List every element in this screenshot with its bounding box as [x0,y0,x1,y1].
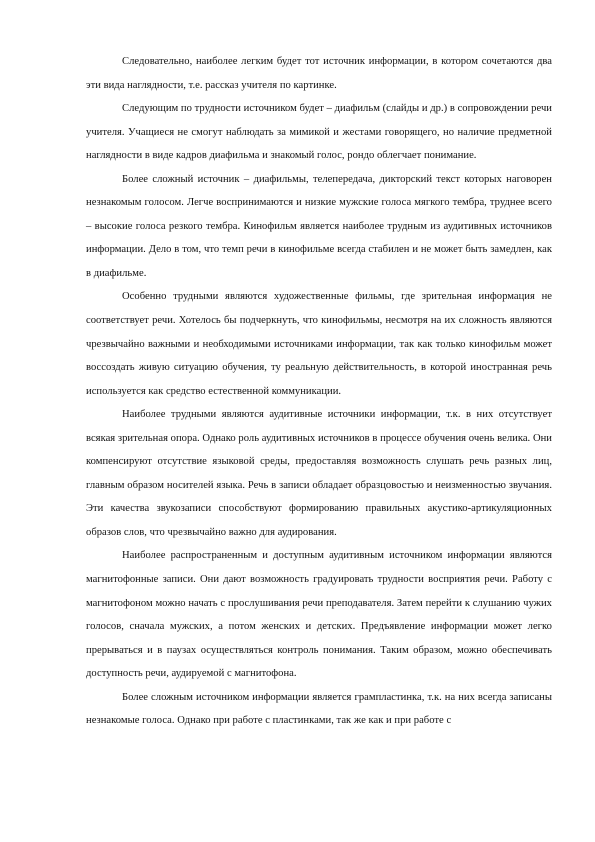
paragraph-7: Более сложным источником информации является грампластинка, т.к. на них всегда записаны незнакомые голоса. Однако при работе с пластинками, так же как и при работе с [86,691,552,727]
paragraph-5: Наиболее трудными являются аудитивные источники информации, т.к. в них отсутствует всякая зрительная опора. Однако роль аудитивных источников в процессе обучения очень велика. Они компенсируют отсутствие языковой среды, предоставляя возможность слушать речь разных лиц, главным образом носителей языка. Речь в записи обладает образцовостью и неизменностью звучания. Эти качества звукозаписи способствуют формированию правильных акустико-артикуляционных образов слов, что чрезвычайно важно для аудирования. [86,409,552,538]
paragraph-6: Наиболее распространенным и доступным аудитивным источником информации являются магнитофонные записи. Они дают возможность градуировать трудности восприятия речи. Работу с магнитофоном можно начать с прослушивания речи преподавателя. Затем перейти к слушанию чужих голосов, сначала мужских, а потом женских и детских. Предъявление информации может легко прерываться и в паузах осуществляться контроль понимания. Таким образом, можно обеспечивать доступность речи, аудируемой с магнитофона. [86,550,552,680]
paragraph-4: Особенно трудными являются художественные фильмы, где зрительная информация не соответствует речи. Хотелось бы подчеркнуть, что кинофильмы, несмотря на их сложность являются чрезвычайно важными и необходимыми источниками информации, так как только кинофильм может воссоздать живую ситуацию обучения, ту реальную действительность, в которой иностранная речь используется как средство естественной коммуникации. [86,291,552,397]
paragraph-2: Следующим по трудности источником будет – диафильм (слайды и др.) в сопровождении речи учителя. Учащиеся не смогут наблюдать за мимикой и жестами говорящего, но наличие предметной наглядности в виде кадров диафильма и знакомый голос, рондо облегчает понимание. [86,103,552,162]
paragraph-3: Более сложный источник – диафильмы, телепередача, дикторский текст которых наговорен незнакомым голосом. Легче воспринимаются и низкие мужские голоса мягкого тембра, труднее всего – высокие голоса резкого тембра. Кинофильм является наиболее трудным из аудитивных источников информации. Дело в том, что темп речи в кинофильме всегда стабилен и не может быть замедлен, как в диафильме. [86,173,552,279]
paragraph-1: Следовательно, наиболее легким будет тот источник информации, в котором сочетаются два эти вида наглядности, т.е. рассказ учителя по картинке. [86,56,552,91]
body-text [86,50,552,733]
